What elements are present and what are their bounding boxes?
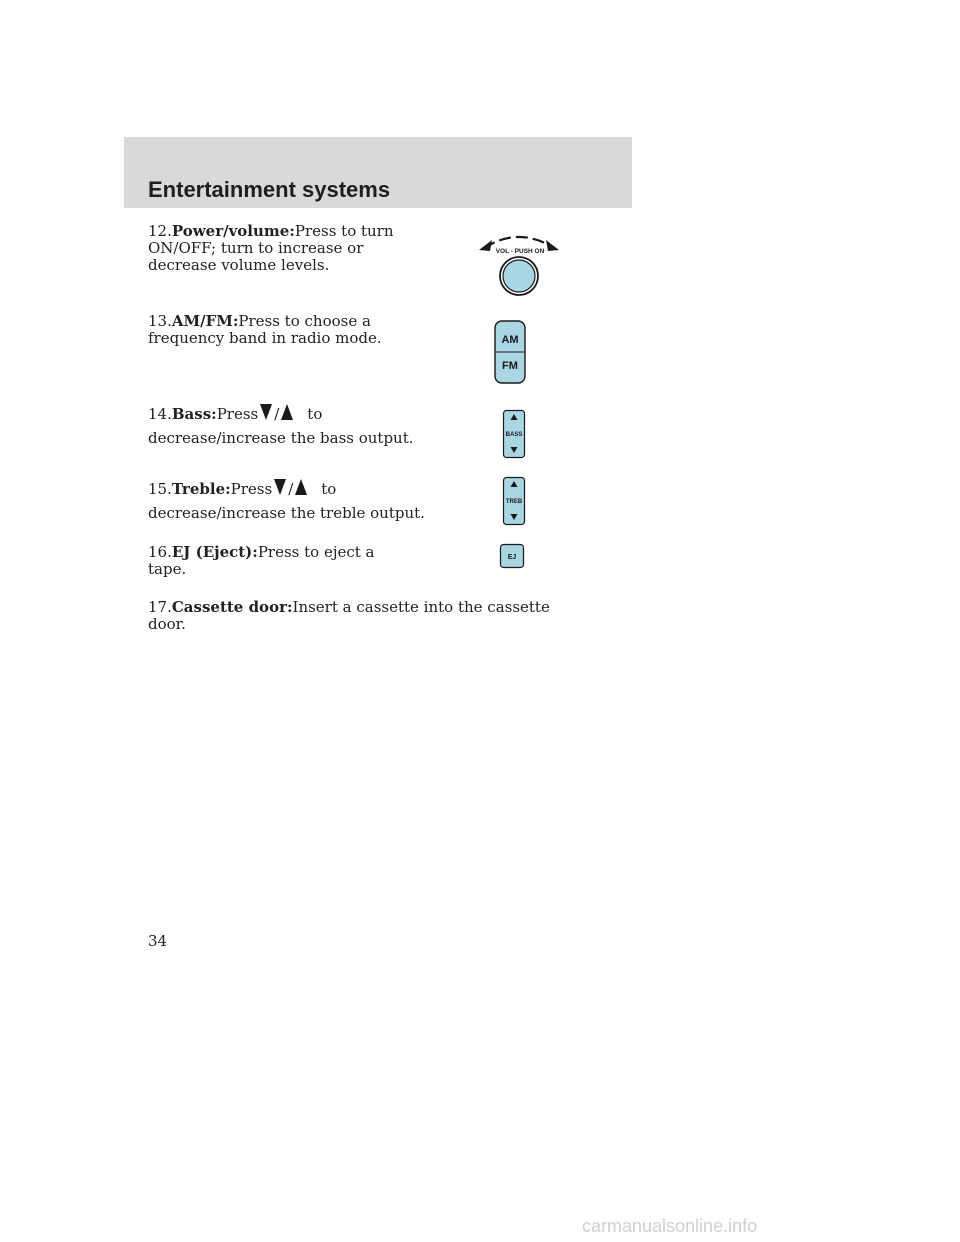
item-label: Power/volume:	[171, 222, 295, 240]
item-text: Insert a cassette into the cassette door.	[148, 598, 550, 633]
item-bass	[148, 403, 448, 447]
arrow-left-icon	[479, 240, 492, 251]
item-cassette-door	[148, 599, 588, 633]
fm-label: FM	[502, 360, 518, 372]
volume-knob-figure	[476, 228, 562, 300]
item-label: Bass:	[171, 405, 217, 423]
am-fm-button-figure	[493, 319, 527, 385]
item-label: Treble:	[171, 480, 231, 498]
volume-label: VOL - PUSH ON	[495, 248, 545, 255]
item-number: 16.	[148, 543, 172, 561]
item-text: Press	[230, 480, 273, 498]
am-label: AM	[501, 334, 519, 346]
item-text: Press to choose a frequency band in radio mode.	[148, 312, 382, 347]
watermark-text: carmanualsonline.info	[582, 1216, 758, 1236]
treble-button-figure	[502, 476, 526, 526]
item-number: 14.	[148, 405, 172, 423]
item-text-line2: decrease/increase the bass output.	[148, 429, 414, 447]
item-text-line2: decrease/increase the treble output.	[148, 504, 425, 522]
item-label: AM/FM:	[171, 312, 239, 330]
treble-label: TREB	[505, 499, 523, 505]
item-eject	[148, 544, 398, 578]
volume-knob-icon	[503, 260, 535, 292]
item-number: 12.	[148, 222, 172, 240]
item-treble	[148, 478, 448, 522]
separator: /	[288, 480, 294, 498]
up-triangle-icon	[294, 478, 308, 496]
down-triangle-icon	[259, 403, 273, 421]
item-text: to	[307, 405, 323, 423]
page-number: 34	[148, 932, 168, 950]
down-triangle-icon	[273, 478, 287, 496]
bass-label: BASS	[505, 432, 523, 438]
header-band	[124, 137, 632, 208]
item-text: Press to eject a tape.	[148, 543, 375, 578]
item-number: 17.	[148, 598, 172, 616]
item-power-volume	[148, 223, 398, 274]
separator: /	[274, 405, 280, 423]
item-label: EJ (Eject):	[171, 543, 258, 561]
arrow-right-icon	[546, 240, 559, 251]
item-text: Press to turn ON/OFF; turn to increase or decrease volume levels.	[148, 222, 394, 274]
section-title: Entertainment systems	[148, 177, 391, 202]
eject-button-figure	[499, 543, 525, 569]
bass-button-figure	[502, 409, 526, 459]
item-text: to	[321, 480, 337, 498]
item-label: Cassette door:	[171, 598, 293, 616]
item-am-fm	[148, 313, 398, 347]
volume-arc-arrow-icon	[484, 237, 554, 248]
item-number: 15.	[148, 480, 172, 498]
item-number: 13.	[148, 312, 172, 330]
up-triangle-icon	[280, 403, 294, 421]
item-text: Press	[216, 405, 259, 423]
eject-label: EJ	[507, 554, 517, 561]
